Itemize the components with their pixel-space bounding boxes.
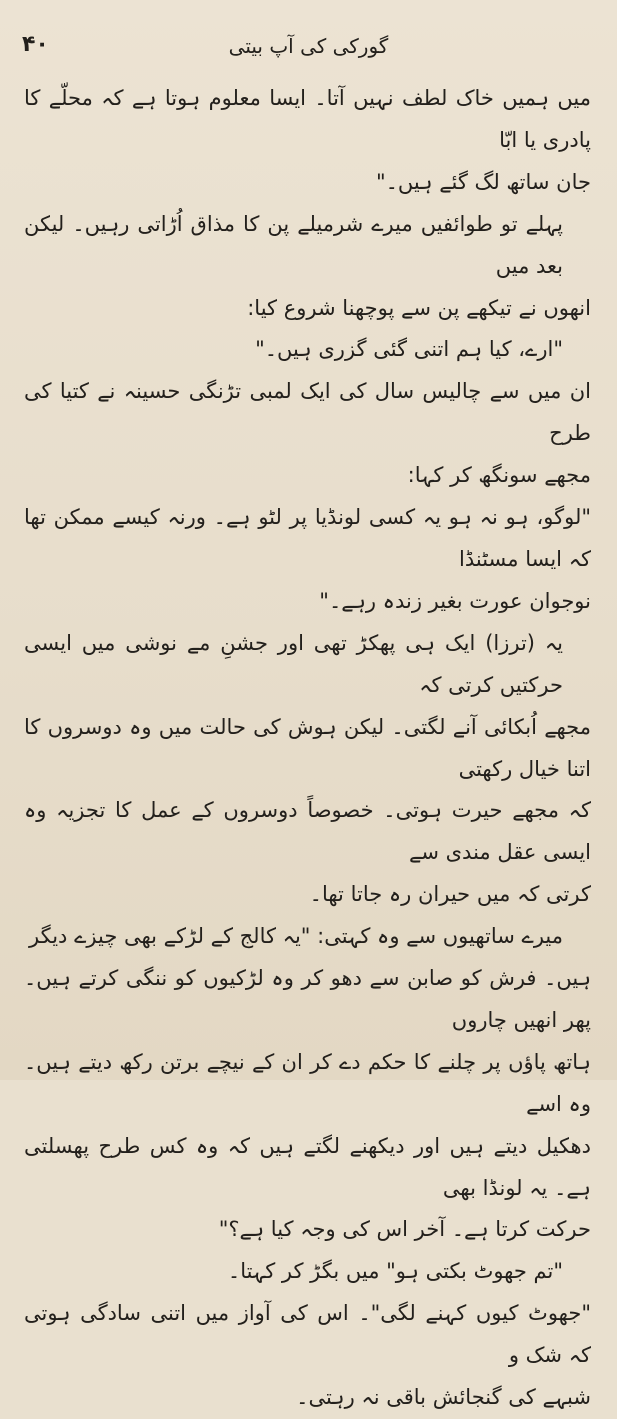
text-line: شبہے کی گنجائش باقی نہ رہتی۔ — [296, 1385, 591, 1410]
text-line: ہاتھ پاؤں پر چلنے کا حکم دے کر ان کے نیچے برتن رکھ دیتے ہیں۔ وہ اسے — [24, 1049, 591, 1116]
text-line: ان میں سے چالیس سال کی ایک لمبی تڑنگی حسینہ نے کتیا کی طرح — [24, 379, 591, 446]
text-line: پہلے تو طوائفیں میرے شرمیلے پن کا مذاق اُڑاتی رہیں۔ لیکن بعد میں — [24, 211, 563, 278]
text-line: مجھے سونگھ کر کہا: — [407, 463, 591, 488]
text-line: ہیں۔ فرش کو صابن سے دھو کر وہ لڑکیوں کو ننگی کرتے ہیں۔ پھر انھیں چاروں — [24, 966, 591, 1032]
text-line: جان ساتھ لگ گئے ہیں۔" — [375, 169, 591, 194]
text-line: "جھوٹ کیوں کہنے لگی"۔ اس کی آواز میں اتنی سادگی ہوتی کہ شک و — [24, 1301, 591, 1368]
text-line: یہ (ترزا) ایک ہی پھکڑ تھی اور جشنِ مے نوشی میں ایسی حرکتیں کرتی کہ — [24, 630, 563, 697]
text-line: میں ہمیں خاک لطف نہیں آتا۔ ایسا معلوم ہوتا ہے کہ محلّے کا پادری یا ابّا — [24, 86, 591, 152]
page-number: ۴۰ — [22, 32, 49, 57]
text-line: "لوگو، ہو نہ ہو یہ کسی لونڈیا پر لٹو ہے۔ ورنہ کیسے ممکن تھا کہ ایسا مسٹنڈا — [24, 505, 591, 571]
body-text — [24, 78, 591, 1419]
text-line: کہ مجھے حیرت ہوتی۔ خصوصاً دوسروں کے عمل کا تجزیہ وہ ایسی عقل مندی سے — [24, 798, 591, 865]
text-line: انھوں نے تیکھے پن سے پوچھنا شروع کیا: — [247, 295, 591, 320]
text-line: میرے ساتھیوں سے وہ کہتی: "یہ کالج کے لڑکے بھی چیزے دیگر — [29, 924, 563, 949]
running-title: گورکی کی آپ بیتی — [228, 34, 389, 58]
text-line: نوجوان عورت بغیر زندہ رہے۔" — [319, 588, 591, 613]
page-header — [0, 30, 617, 70]
text-line: کرتی کہ میں حیران رہ جاتا تھا۔ — [309, 882, 591, 907]
text-line: "تم جھوٹ بکتی ہو" میں بگڑ کر کہتا۔ — [227, 1259, 563, 1284]
text-line: "ارے، کیا ہم اتنی گئی گزری ہیں۔" — [255, 337, 563, 362]
text-line: دھکیل دیتے ہیں اور دیکھنے لگتے ہیں کہ وہ کس طرح پھسلتی ہے۔ یہ لونڈا بھی — [24, 1133, 591, 1200]
text-line: حرکت کرتا ہے۔ آخر اس کی وجہ کیا ہے؟" — [218, 1217, 591, 1242]
text-line: مجھے اُبکائی آنے لگتی۔ لیکن ہوش کی حالت میں وہ دوسروں کا اتنا خیال رکھتی — [24, 714, 591, 781]
